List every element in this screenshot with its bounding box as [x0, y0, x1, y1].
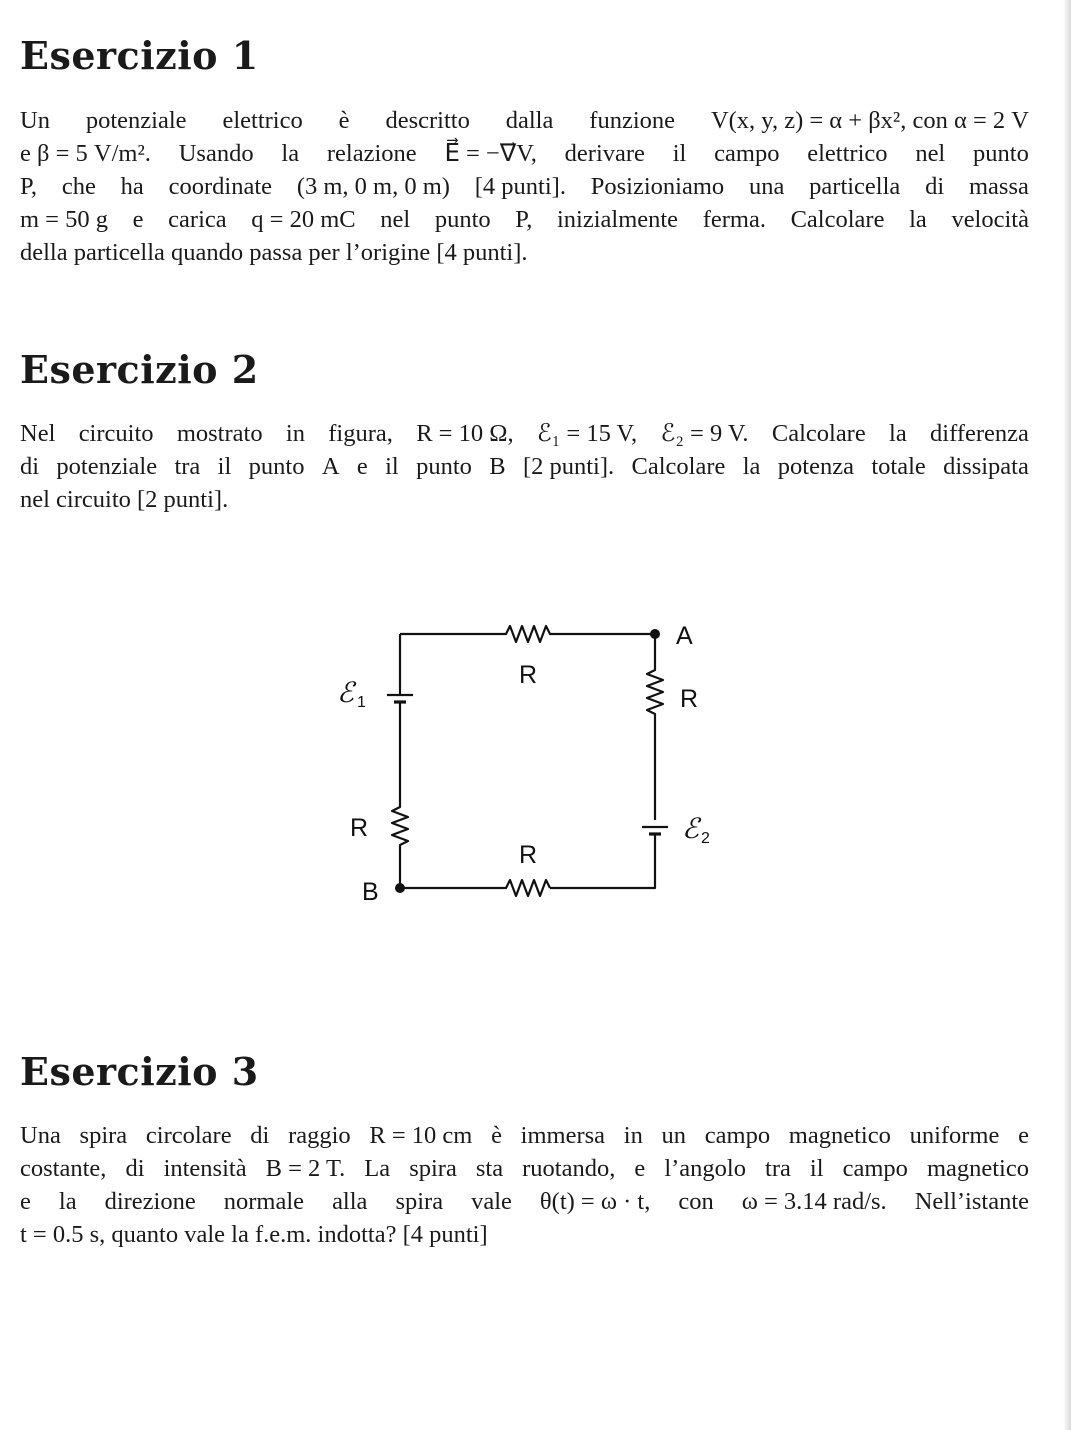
text-fragment: ℰ₂ = 9 V. [660, 420, 749, 447]
text-fragment: spira [395, 1188, 444, 1215]
text-fragment: e [20, 1188, 31, 1215]
text-fragment: potenza [777, 453, 854, 480]
text-fragment: inizialmente [556, 206, 679, 233]
resistor-bottom-label: R [519, 841, 538, 869]
text-fragment: dalla [505, 107, 554, 134]
text-fragment: θ(t) = ω · t, [539, 1188, 651, 1215]
text-fragment: Calcolare [631, 453, 726, 480]
text-fragment: V(x, y, z) = α + βx², con α = 2 V [710, 107, 1029, 134]
text-fragment: circuito [78, 420, 154, 447]
text-fragment: spira [409, 1155, 457, 1182]
text-fragment: punto [416, 453, 472, 480]
text-fragment: di [250, 1122, 270, 1149]
text-fragment: potenziale [85, 107, 187, 134]
wire-left-lower [392, 702, 408, 888]
resistor-left-label: R [350, 814, 369, 842]
text-fragment: P, [20, 173, 38, 200]
exercise-3-text [20, 1119, 1029, 1251]
text-fragment: e β = 5 V/m². [20, 140, 151, 167]
text-fragment: figura, [328, 420, 393, 447]
text-fragment: massa [968, 173, 1029, 200]
text-fragment: immersa [520, 1122, 606, 1149]
text-fragment: velocità [951, 206, 1029, 233]
text-fragment: che [61, 173, 96, 200]
wire-right-lower [550, 834, 655, 888]
text-fragment: (3 m, 0 m, 0 m) [296, 173, 450, 200]
exercise-3-line-3 [20, 1185, 1029, 1218]
text-fragment: costante, [20, 1155, 107, 1182]
emf-1-subscript: 1 [357, 694, 366, 711]
text-fragment: la [909, 206, 927, 233]
text-fragment: elettrico [807, 140, 888, 167]
text-fragment: tra [174, 453, 201, 480]
exercise-1-line-3 [20, 170, 1029, 203]
text-fragment: e [1018, 1122, 1029, 1149]
text-fragment: dissipata [943, 453, 1029, 480]
text-fragment: è [338, 107, 350, 134]
text-fragment: la [58, 1188, 77, 1215]
resistor-top-label: R [519, 661, 538, 689]
emf-2-symbol: ℰ [682, 812, 699, 845]
text-fragment: punto [248, 453, 305, 480]
text-fragment: campo [842, 1155, 908, 1182]
exercise-2-line-2 [20, 450, 1029, 483]
text-fragment: in [285, 420, 305, 447]
text-fragment: spira [79, 1122, 128, 1149]
text-fragment: q = 20 mC [251, 206, 356, 233]
wire-bottom [400, 880, 550, 896]
exercise-2-line-1 [20, 417, 1029, 450]
text-fragment: Calcolare [771, 420, 866, 447]
text-fragment: di [20, 453, 40, 480]
node-a-dot [650, 629, 660, 639]
exercise-1-title: Esercizio 1 [20, 33, 259, 78]
text-fragment: con [678, 1188, 714, 1215]
text-fragment: e [634, 1155, 646, 1182]
text-fragment: t = 0.5 s, quanto vale la f.e.m. indotta? [4 punti] [20, 1221, 488, 1248]
text-fragment: nel [915, 140, 946, 167]
text-fragment: normale [223, 1188, 305, 1215]
exercise-3-line-4 [20, 1218, 1029, 1251]
exercise-2-title: Esercizio 2 [20, 347, 259, 392]
exercise-1-line-2 [20, 137, 1029, 170]
text-fragment: magnetico [926, 1155, 1029, 1182]
text-fragment: di [925, 173, 945, 200]
circuit-diagram [330, 610, 730, 910]
text-fragment: derivare [564, 140, 645, 167]
text-fragment: campo [714, 140, 780, 167]
exercise-1-line-4 [20, 203, 1029, 236]
text-fragment: E⃗ = −∇⃗V, [444, 140, 537, 167]
exercise-3-line-1 [20, 1119, 1029, 1152]
text-fragment: nel [380, 206, 411, 233]
text-fragment: il [217, 453, 232, 480]
text-fragment: punto [973, 140, 1029, 167]
text-fragment: uniforme [909, 1122, 1000, 1149]
text-fragment: coordinate [168, 173, 273, 200]
node-b-label: B [362, 878, 379, 906]
exercise-3-line-2 [20, 1152, 1029, 1185]
node-b-dot [395, 883, 405, 893]
exercise-1-text [20, 104, 1029, 269]
text-fragment: alla [332, 1188, 368, 1215]
text-fragment: Un [20, 107, 50, 134]
text-fragment: mostrato [176, 420, 263, 447]
text-fragment: B [489, 453, 506, 480]
text-fragment: e [356, 453, 368, 480]
text-fragment: La [364, 1155, 391, 1182]
text-fragment: Una [20, 1122, 61, 1149]
text-fragment: punto [434, 206, 491, 233]
text-fragment: sta [475, 1155, 504, 1182]
text-fragment: ferma. [702, 206, 766, 233]
text-fragment: ℰ₁ = 15 V, [536, 420, 638, 447]
text-fragment: una [748, 173, 785, 200]
text-fragment: intensità [163, 1155, 247, 1182]
text-fragment: l’angolo [664, 1155, 746, 1182]
text-fragment: descritto [385, 107, 470, 134]
text-fragment: della particella quando passa per l’origine [4 punti]. [20, 239, 528, 266]
text-fragment: in [623, 1122, 643, 1149]
text-fragment: la [281, 140, 300, 167]
text-fragment: Posizioniamo [590, 173, 725, 200]
text-fragment: carica [168, 206, 227, 233]
emf-2-subscript: 2 [701, 830, 710, 847]
text-fragment: Calcolare [790, 206, 885, 233]
text-fragment: differenza [930, 420, 1029, 447]
text-fragment: il [809, 1155, 824, 1182]
text-fragment: il [672, 140, 687, 167]
text-fragment: ω = 3.14 rad/s. [741, 1188, 887, 1215]
text-fragment: ruotando, [522, 1155, 616, 1182]
exercise-2-text [20, 417, 1029, 516]
text-fragment: B = 2 T. [265, 1155, 346, 1182]
text-fragment: relazione [326, 140, 417, 167]
text-fragment: elettrico [222, 107, 303, 134]
text-fragment: Nell’istante [914, 1188, 1029, 1215]
wire-right-upper [647, 634, 663, 820]
exercise-1-line-1 [20, 104, 1029, 137]
text-fragment: totale [871, 453, 926, 480]
text-fragment: potenziale [56, 453, 158, 480]
text-fragment: raggio [288, 1122, 351, 1149]
text-fragment: campo [704, 1122, 771, 1149]
text-fragment: [2 punti]. [522, 453, 615, 480]
exercise-1-line-5 [20, 236, 1029, 269]
node-a-label: A [676, 622, 693, 650]
text-fragment: R = 10 cm [369, 1122, 473, 1149]
text-fragment: vale [471, 1188, 512, 1215]
resistor-right-label: R [680, 685, 699, 713]
text-fragment: circolare [145, 1122, 232, 1149]
text-fragment: il [385, 453, 399, 480]
page-edge-shadow [1063, 0, 1071, 1430]
text-fragment: funzione [589, 107, 676, 134]
exercise-2-line-3 [20, 483, 1029, 516]
text-fragment: tra [765, 1155, 791, 1182]
text-fragment: la [889, 420, 907, 447]
text-fragment: Usando [178, 140, 254, 167]
text-fragment: ha [120, 173, 144, 200]
text-fragment: e [132, 206, 144, 233]
emf-1-symbol: ℰ [337, 676, 354, 709]
text-fragment: particella [809, 173, 901, 200]
wire-top [400, 626, 655, 642]
text-fragment: magnetico [788, 1122, 891, 1149]
text-fragment: nel circuito [2 punti]. [20, 486, 229, 513]
text-fragment: m = 50 g [20, 206, 108, 233]
text-fragment: di [125, 1155, 145, 1182]
text-fragment: [4 punti]. [474, 173, 566, 200]
text-fragment: è [491, 1122, 502, 1149]
text-fragment: la [742, 453, 761, 480]
text-fragment: Nel [20, 420, 56, 447]
text-fragment: P, [515, 206, 533, 233]
exercise-3-title: Esercizio 3 [20, 1049, 259, 1094]
text-fragment: un [661, 1122, 687, 1149]
text-fragment: direzione [104, 1188, 196, 1215]
text-fragment: R = 10 Ω, [416, 420, 514, 447]
text-fragment: A [321, 453, 340, 480]
